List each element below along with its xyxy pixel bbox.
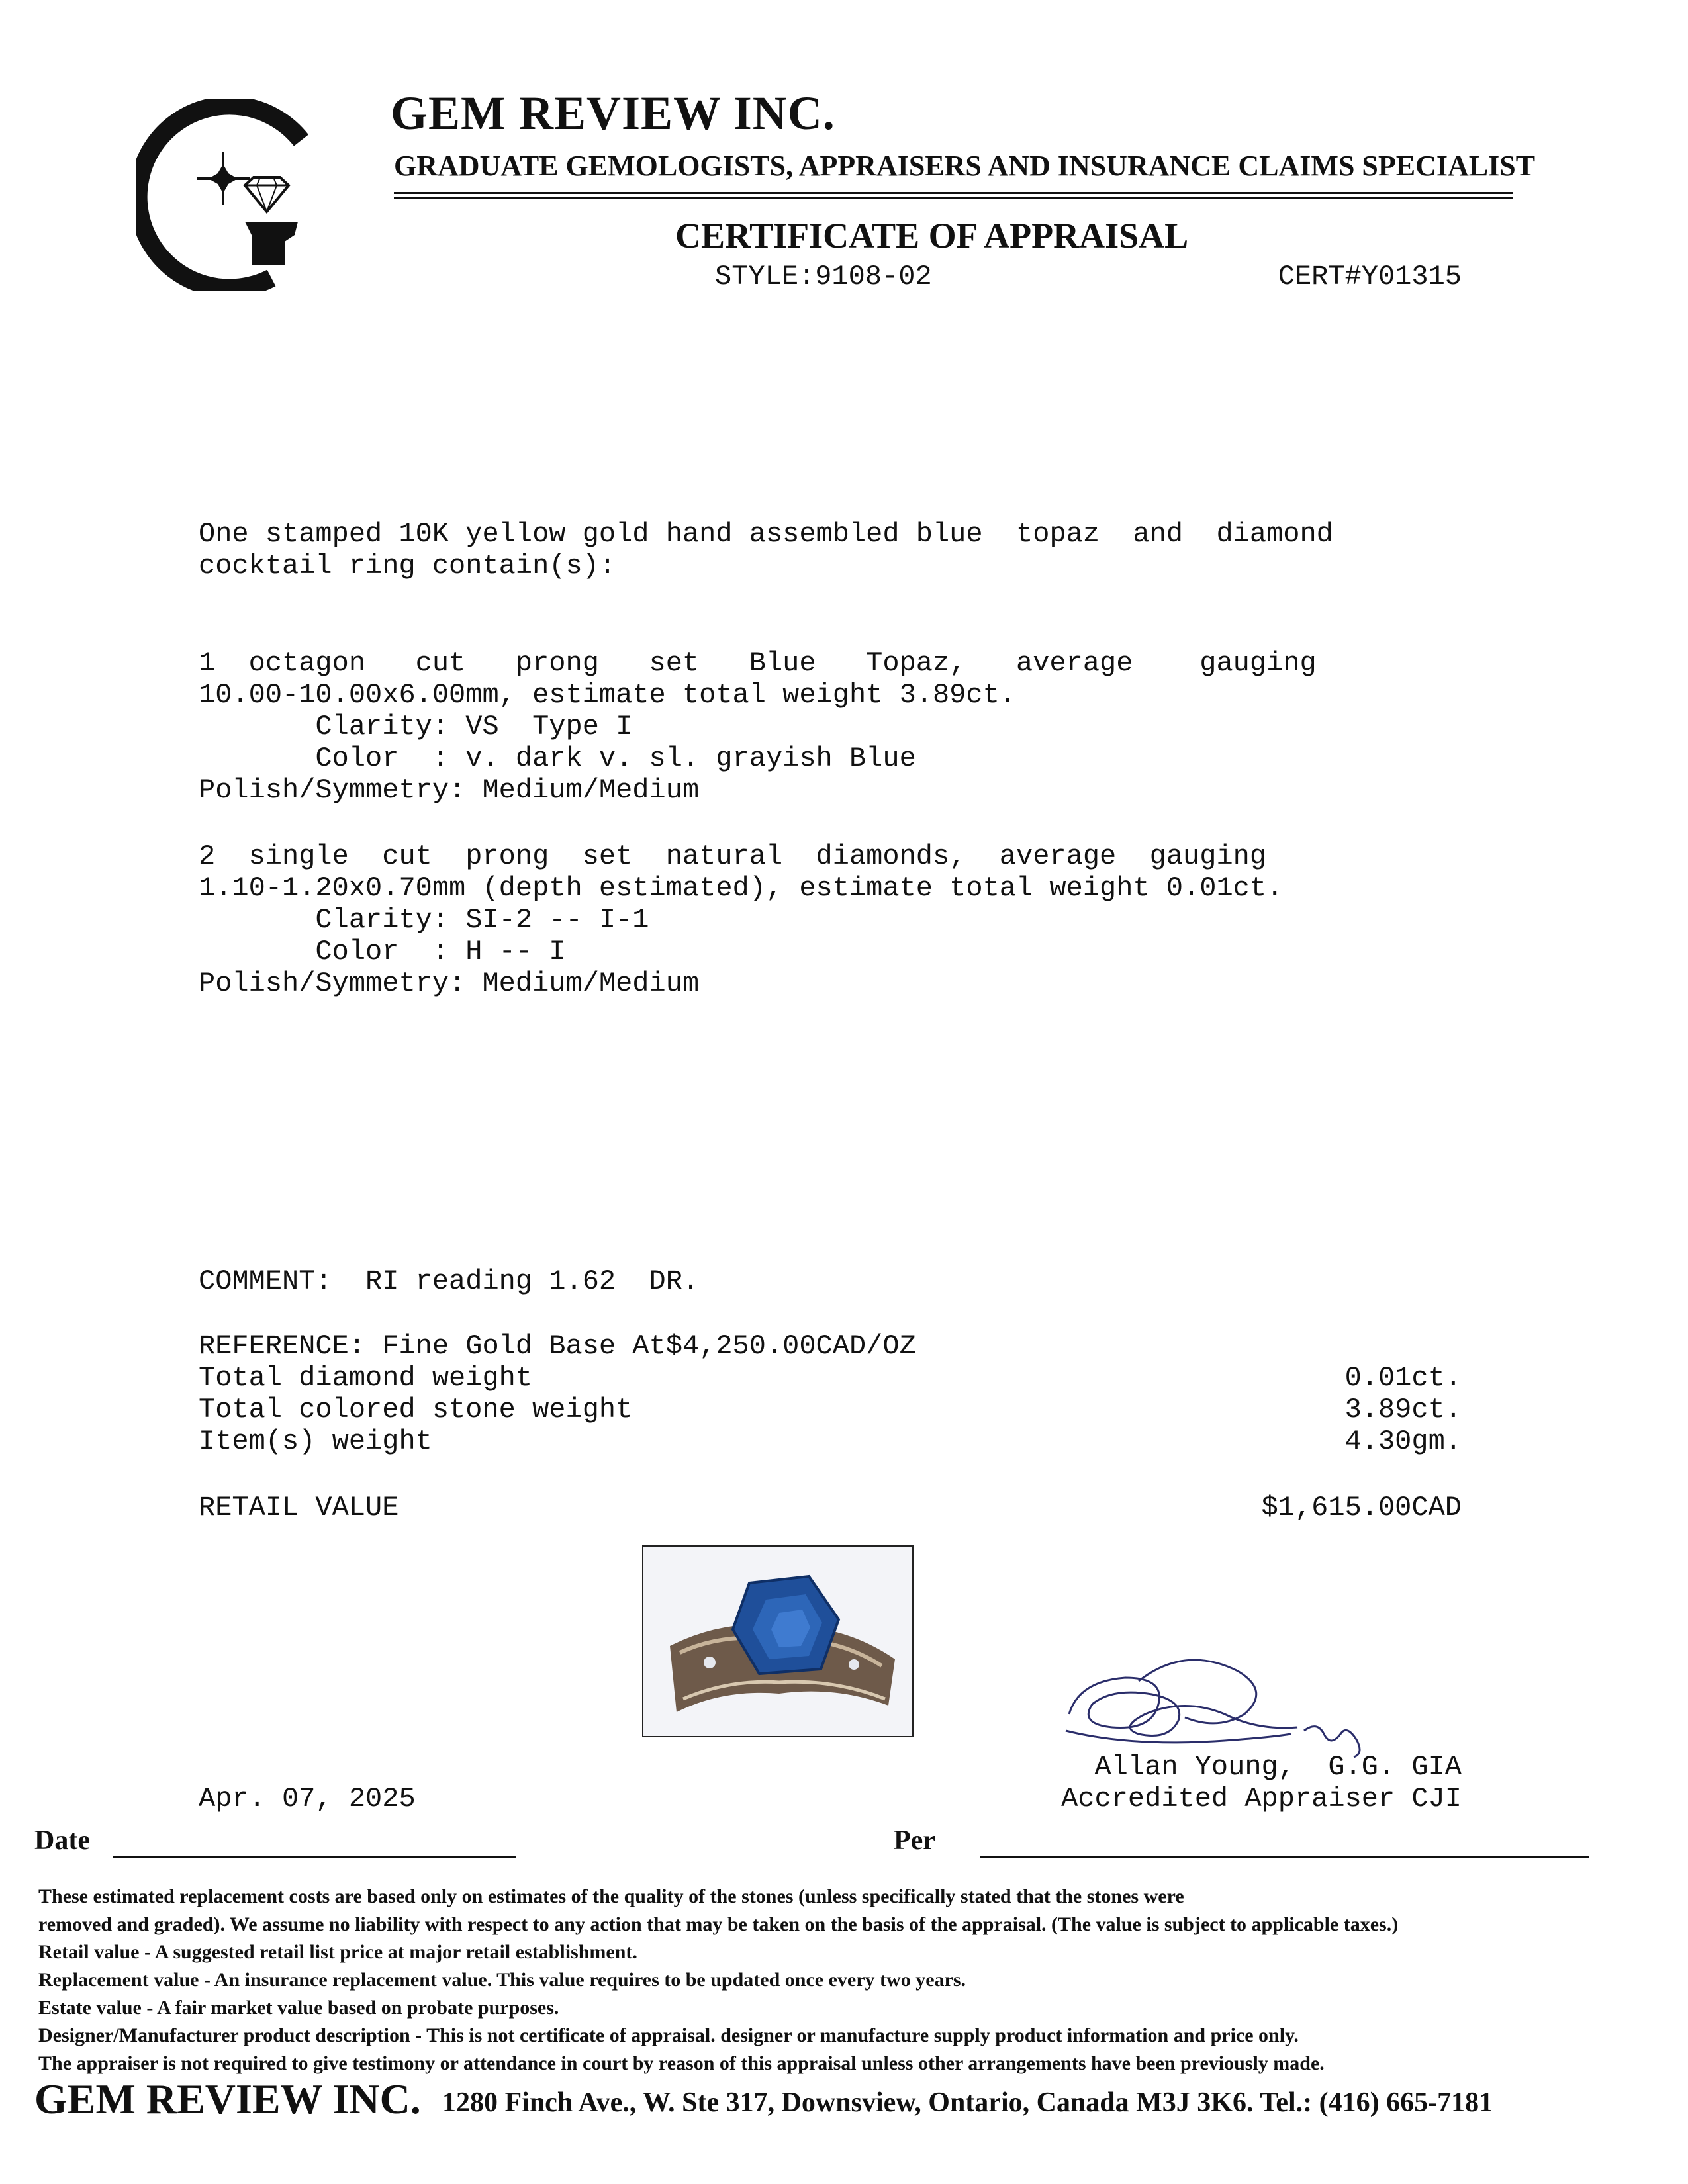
company-name: GEM REVIEW INC. xyxy=(391,87,835,140)
appraiser-title: Accredited Appraiser CJI xyxy=(1061,1783,1462,1815)
retail-value-amount: $1,615.00CAD xyxy=(1261,1492,1462,1524)
stone2-polish: Polish/Symmetry: Medium/Medium xyxy=(199,968,700,999)
stone1-line1: 1 octagon cut prong set Blue Topaz, average gauging xyxy=(199,647,1317,679)
disclaimer-line: Estate value - A fair market value based on probate purposes. xyxy=(38,1997,559,2019)
certificate-number: CERT#Y01315 xyxy=(1278,261,1462,293)
item-weight-value: 4.30gm. xyxy=(1344,1426,1462,1457)
reference: REFERENCE: Fine Gold Base At$4,250.00CAD/OZ xyxy=(199,1330,916,1362)
header-rule-top xyxy=(394,192,1513,194)
stone1-clarity: Clarity: VS Type I xyxy=(199,711,633,743)
appraiser-name: Allan Young, G.G. GIA xyxy=(1094,1751,1462,1783)
total-colored-stone-weight-label: Total colored stone weight xyxy=(199,1394,633,1426)
header-rule-bottom xyxy=(394,197,1513,199)
comment: COMMENT: RI reading 1.62 DR. xyxy=(199,1265,700,1297)
disclaimer-line: These estimated replacement costs are based only on estimates of the quality of the stones (unless specifically stated that the stones were xyxy=(38,1886,1184,1907)
stone1-polish: Polish/Symmetry: Medium/Medium xyxy=(199,774,700,806)
total-colored-stone-weight-value: 3.89ct. xyxy=(1344,1394,1462,1426)
date-label: Date xyxy=(34,1825,90,1856)
signature-icon xyxy=(1053,1641,1423,1767)
footer-address: 1280 Finch Ave., W. Ste 317, Downsview, Ontario, Canada M3J 3K6. Tel.: (416) 665-7181 xyxy=(442,2087,1493,2118)
appraiser-signature xyxy=(1053,1641,1423,1767)
item-description-line2: cocktail ring contain(s): xyxy=(199,550,616,582)
footer-company-name: GEM REVIEW INC. xyxy=(34,2075,421,2122)
date-line xyxy=(113,1856,516,1858)
per-line xyxy=(980,1856,1589,1858)
stone2-clarity: Clarity: SI-2 -- I-1 xyxy=(199,904,649,936)
retail-value-label: RETAIL VALUE xyxy=(199,1492,399,1524)
disclaimer-line: removed and graded). We assume no liability with respect to any action that may be taken on the basis of the appraisal. (The value is subject to applicable taxes.) xyxy=(38,1913,1399,1935)
item-weight-label: Item(s) weight xyxy=(199,1426,432,1457)
stone2-line1: 2 single cut prong set natural diamonds, average gauging xyxy=(199,841,1267,872)
stone2-color: Color : H -- I xyxy=(199,936,566,968)
ring-image-icon xyxy=(643,1547,912,1736)
disclaimer-line: The appraiser is not required to give testimony or attendance in court by reason of this appraisal unless other arrangements have been previously made. xyxy=(38,2052,1325,2074)
stone2-line2: 1.10-1.20x0.70mm (depth estimated), estimate total weight 0.01ct. xyxy=(199,872,1284,904)
stone1-line2: 10.00-10.00x6.00mm, estimate total weight 3.89ct. xyxy=(199,679,1017,711)
style-number: STYLE:9108-02 xyxy=(715,261,932,293)
item-description-line1: One stamped 10K yellow gold hand assembled blue topaz and diamond xyxy=(199,518,1333,550)
ring-photo xyxy=(642,1545,914,1737)
disclaimer-line: Designer/Manufacturer product description - This is not certificate of appraisal. designer or manufacture supply product information and price only. xyxy=(38,2025,1299,2046)
disclaimer-line: Replacement value - An insurance replacement value. This value requires to be updated once every two years. xyxy=(38,1969,966,1991)
logo-emblem-icon xyxy=(136,99,328,291)
stone1-color: Color : v. dark v. sl. grayish Blue xyxy=(199,743,916,774)
appraisal-date: Apr. 07, 2025 xyxy=(199,1783,416,1815)
per-label: Per xyxy=(894,1825,935,1856)
total-diamond-weight-value: 0.01ct. xyxy=(1344,1362,1462,1394)
certificate-title: CERTIFICATE OF APPRAISAL xyxy=(675,216,1189,255)
total-diamond-weight-label: Total diamond weight xyxy=(199,1362,533,1394)
disclaimer-line: Retail value - A suggested retail list price at major retail establishment. xyxy=(38,1941,637,1963)
company-tagline: GRADUATE GEMOLOGISTS, APPRAISERS AND INSURANCE CLAIMS SPECIALIST xyxy=(394,150,1536,182)
company-logo xyxy=(136,99,328,291)
